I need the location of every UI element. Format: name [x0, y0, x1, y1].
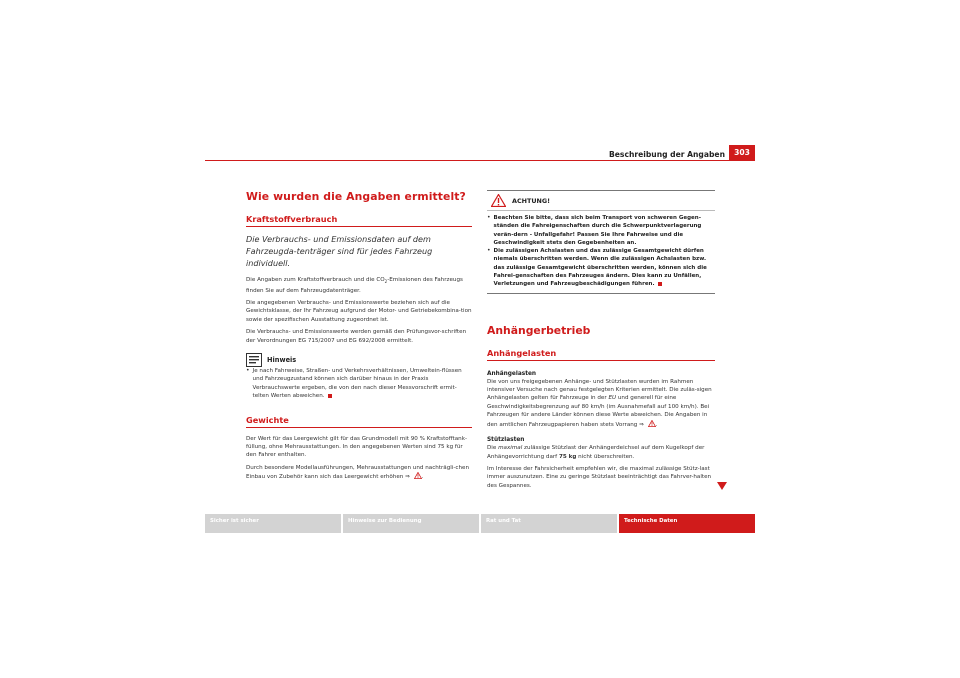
paragraph: Die Angaben zum Kraftstoffverbrauch und die $CO_2$-Emissionen des Fahrzeugs finden Sie auf dem Fahrzeugdatenträger. — [246, 277, 463, 294]
section-heading-trailer: Anhängelasten — [487, 348, 715, 361]
paragraph: Die von uns freigegebenen Anhänge- und Stützlasten wurden im Rahmen intensiver Versuche nach genau festgelegten Kriterien ermittelt. Die zuläs-sigen Anhängelasten gelten für Fahrzeuge in der EU und generell für eine Geschwindigkeitsbegrenzung auf 80 km/h (im Ausnahmefall auf 100 km/h). Bei Fahrzeugen für andere Länder können diese Werte abweichen. Die Angaben in den amtlichen Fahrzeugpapieren haben stets Vorrang ⇒ . — [487, 378, 712, 428]
chapter-tabbar — [205, 514, 755, 533]
header-rule — [205, 160, 755, 161]
warning-bullet: • Beachten Sie bitte, dass sich beim Transport von schweren Gegen-ständen die Fahreigenschaften durch die Schwerpunktverlagerung verän-dern - Unfallgefahr! Passen Sie Ihre Fahrweise und die Geschwindigkeit stets den Gegebenheiten an. — [487, 214, 702, 246]
paragraph: Die angegebenen Verbrauchs- und Emissionswerte beziehen sich auf die Gewichtsklasse, der Ihr Fahrzeug aufgrund der Motor- und Getriebekombina-tion sowie der spezifischen Ausstattung zugeordnet ist. — [246, 299, 472, 323]
warning-title: ACHTUNG! — [512, 196, 551, 205]
tab-technische-daten[interactable]: Technische Daten — [619, 514, 755, 533]
next-page-arrow-icon[interactable] — [717, 482, 727, 490]
warning-box — [487, 190, 715, 294]
main-title-trailer: Anhängerbetrieb — [487, 323, 591, 337]
paragraph: Durch besondere Modellausführungen, Mehrausstattungen und nachträgli-chen Einbau von Zubehör kann sich das Leergewicht erhöhen ⇒ . — [246, 464, 470, 481]
main-title: Wie wurden die Angaben ermittelt? — [246, 190, 466, 203]
tab-hinweise-zur-bedienung[interactable]: Hinweise zur Bedienung — [343, 514, 479, 533]
end-mark-icon — [658, 282, 662, 286]
lead-text: Die Verbrauchs- und Emissionsdaten auf dem Fahrzeugda-tenträger sind für jedes Fahrzeug individuell. — [246, 234, 433, 268]
note-title: Hinweis — [267, 355, 297, 364]
paragraph: Der Wert für das Leergewicht gilt für das Grundmodell mit 90 % Kraftstofftank-füllung, ohne Mehrausstattungen. In den angegebenen Werten sind 75 kg für den Fahrer enthalten. — [246, 435, 467, 459]
tab-rat-und-tat[interactable]: Rat und Tat — [481, 514, 617, 533]
end-mark-icon — [328, 394, 332, 398]
page-number: 303 — [729, 145, 755, 160]
paragraph: Die maximal zulässige Stützlast der Anhängerdeichsel auf dem Kugelkopf der Anhängevorrichtung darf 75 kg nicht überschreiten. — [487, 445, 705, 460]
subheading: Stützlasten — [487, 437, 525, 444]
paragraph: Die Verbrauchs- und Emissionswerte werden gemäß den Prüfungsvor-schriften der Verordnungen EG 715/2007 und EG 692/2008 ermittelt. — [246, 329, 467, 344]
left-column — [246, 190, 472, 482]
warning-bullet: • Die zulässigen Achslasten und das zulässige Gesamtgewicht dürfen niemals überschritten werden. Wenn die zulässigen Achslasten bzw. das zulässige Gesamtgewicht überschritten werden, können sich die Fahrei-genschaften des Fahrzeuges ändern. Dies kann zu Unfällen, Verletzungen und Fahrzeugbeschädigungen führen. — [487, 247, 707, 288]
running-header: Beschreibung der Angaben — [608, 150, 725, 159]
right-column — [487, 190, 715, 490]
warning-icon — [491, 194, 506, 207]
subheading: Anhängelasten — [487, 370, 537, 377]
note-box — [246, 353, 472, 401]
paragraph: Im Interesse der Fahrsicherheit empfehlen wir, die maximal zulässige Stütz-last immer auszunutzen. Eine zu geringe Stützlast beeinträchtigt das Fahrver-halten des Gespannes. — [487, 465, 712, 489]
warning-ref-icon[interactable] — [648, 420, 656, 427]
note-bullet: • Je nach Fahrweise, Straßen- und Verkehrsverhältnissen, Umweltein-flüssen und Fahrzeugzustand können sich darüber hinaus in der Praxis Verbrauchswerte ergeben, die von den nach dieser Messvorschrift ermit-telten Werten abweichen. — [246, 366, 462, 400]
tab-sicher-ist-sicher[interactable]: Sicher ist sicher — [205, 514, 341, 533]
note-icon — [246, 353, 262, 367]
section-heading-weights: Gewichte — [246, 415, 472, 428]
section-heading-fuel: Kraftstoffverbrauch — [246, 214, 472, 227]
warning-ref-icon[interactable] — [414, 472, 422, 479]
